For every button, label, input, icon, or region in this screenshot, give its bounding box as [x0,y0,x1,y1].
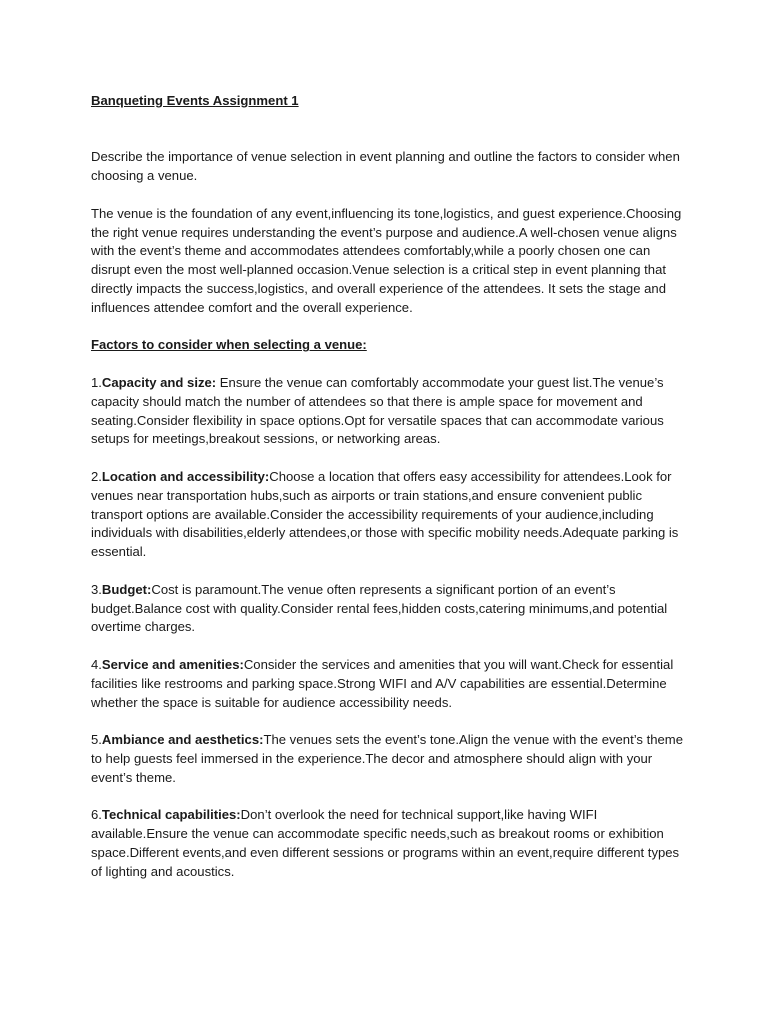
factor-text: Ensure the venue can comfortably accommodate your guest list.The venue’s capacity should match the number of attendees so that there is ample space for movement and seating.Consider flexibility in space options.Opt for versatile spaces that can accommodate various setups for meetings,breakout sessions, or networking areas. [91,374,664,447]
factor-text: Cost is paramount.The venue often represents a significant portion of an event’s budget.Balance cost with quality.Consider rental fees,hidden costs,catering minimums,and potential overtime charges. [91,581,668,635]
factor-text: Don’t overlook the need for technical support,like having WIFI available.Ensure the venue can accommodate specific needs,such as breakout rooms or exhibition space.Different events,and even different sessions or programs within an event,require different types of lighting and acoustics. [91,807,680,879]
factor-label: Technical capabilities: [101,807,241,823]
factor-budget [91,581,691,637]
factors-heading: Factors to consider when selecting a venue: [91,337,367,353]
factor-location [91,468,691,562]
factor-number: 1. [91,374,102,390]
factor-label: Capacity and size: [101,374,217,390]
factor-number: 3. [91,581,102,597]
factor-number: 4. [91,656,102,672]
factor-label: Budget: [101,581,152,597]
assignment-question: Describe the importance of venue selection in event planning and outline the factors to consider when choosing a venue. [91,149,680,184]
factor-number: 5. [91,732,102,748]
factor-text: The venues sets the event’s tone.Align the venue with the event’s theme to help guests feel immersed in the experience.The decor and atmosphere should align with your event’s theme. [91,732,683,785]
factor-label: Service and amenities: [101,656,244,672]
document-page [91,92,691,881]
factor-capacity [91,374,691,449]
factor-label: Location and accessibility: [101,468,270,484]
document-title: Banqueting Events Assignment 1 [91,93,299,108]
factor-number: 2. [91,468,102,484]
factor-number: 6. [91,807,102,823]
factor-ambiance [91,731,691,787]
factor-technical [91,806,691,881]
intro-paragraph: The venue is the foundation of any event,influencing its tone,logistics, and guest experience.Choosing the right venue requires understanding the event’s purpose and audience.A well-chosen venue aligns with the event’s theme and accommodates attendees comfortably,while a poorly chosen one can disrupt even the most well-planned occasion.Venue selection is a critical step in event planning that directly impacts the success,logistics, and overall experience of the attendees. It sets the stage and influences attendee comfort and the overall experience. [91,205,682,315]
factor-text: Consider the services and amenities that you will want.Check for essential facilities like restrooms and parking space.Strong WIFI and A/V capabilities are essential.Determine whether the space is suitable for audience accessibility needs. [91,656,674,710]
factor-service [91,656,691,712]
factor-text: Choose a location that offers easy accessibility for attendees.Look for venues near transportation hubs,such as airports or train stations,and ensure convenient public transport options are available.Consider the accessibility requirements of your audience,including individuals with disabilities,elderly attendees,or those with specific mobility needs.Adequate parking is essential. [91,468,679,560]
factor-label: Ambiance and aesthetics: [101,732,264,748]
